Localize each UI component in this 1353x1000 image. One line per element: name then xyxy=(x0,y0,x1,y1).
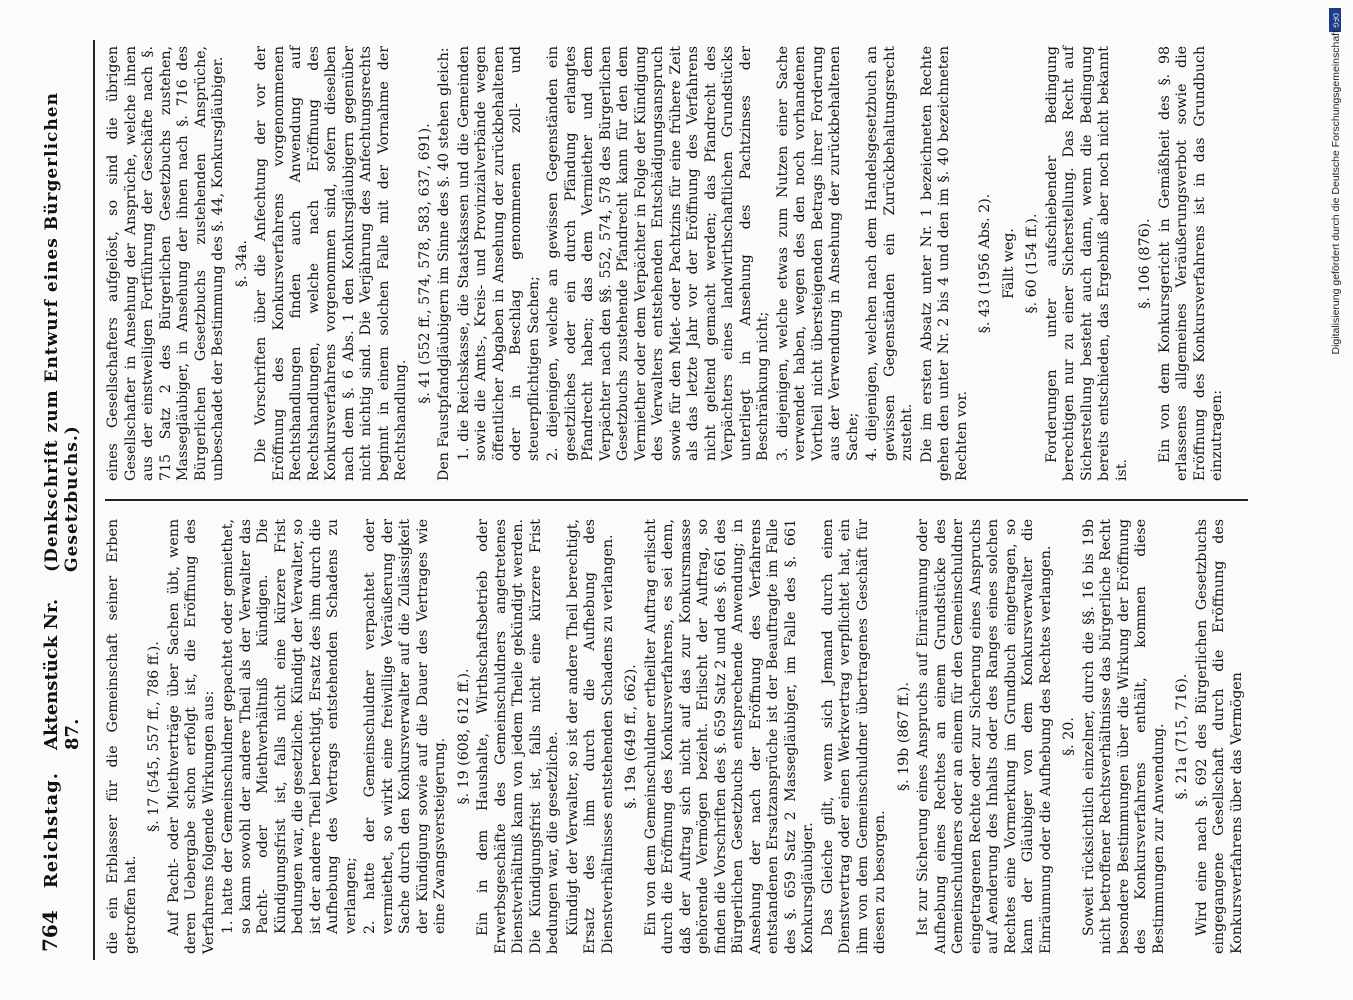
paragraph: Forderungen unter aufschiebender Bedingung berechtigen nur zu einer Sicherstellung. Das Recht auf Sicherstellung besteht auch dann, wenn die Bedingung bereits entschieden, das Ergebniß aber noch nicht bekannt ist. xyxy=(1043,46,1129,481)
paragraph: 2. diejenigen, welche an gewissen Gegenständen ein gesetzliches oder ein durch Pfändung erlangtes Pfandrecht haben; das dem Vermiether und dem Verpächter nach den §§. 552, 574, 578 des Bürgerlichen Gesetzbuchs zustehende Pfandrecht kann für den dem Vermiether oder dem Verpächter in Folge der Kündigung des Verwalters entstehenden Entschädigungsanspruch sowie für den Miet- oder Pachtzins für eine frühere Zeit als das letzte Jahr vor der Eröffnung des Verfahrens nicht geltend gemacht werden; das Pfandrecht des Verpächters eines landwirthschaftlichen Grundstücks unterliegt in Ansehung des Pachtzinses der Beschränkung nicht; xyxy=(544,46,771,461)
paragraph: Auf Pacht- oder Miethverträge über Sachen übt, wenn deren Uebergabe schon erfolgt ist, die Eröffnung des Verfahrens folgende Wirkungen aus: xyxy=(165,519,216,954)
paragraph: Soweit rücksichtlich einzelner, durch die §§. 16 bis 19b nicht betroffener Rechtsverhältnisse das bürgerliche Recht besondere Bestimmungen über die Wirkung der Eröffnung des Konkursverfahrens enthält, kommen diese Bestimmungen zur Anwendung. xyxy=(1080,519,1166,954)
paragraph: Ein von dem Konkursgericht in Gemäßheit des §. 98 erlassenes allgemeines Veräußerungsverbot sowie die Eröffnung des Konkursverfahrens ist in das Grundbuch einzutragen: xyxy=(1156,46,1225,481)
paragraph: Den Faustpfandgläubigern im Sinne des §. 40 stehen gleich: xyxy=(435,47,452,481)
paragraph: Ein von dem Gemeinschuldner ertheilter Auftrag erlischt durch die Eröffnung des Konkursverfahrens, es sei denn, daß der Auftrag sich nicht auf das zur Konkursmasse gehörende Vermögen bezieht. Erlischt der Auftrag, so finden die Vorschriften des §. 659 Satz 2 und des §. 661 des Bürgerlichen Gesetzbuchs entsprechende Anwendung; in Ansehung der nach der Eröffnung des Verfahrens entstandenen Ersatzansprüche ist der Beauftragte im Falle des §. 659 Satz 2 Massegläubiger, im Falle des §. 661 Konkursgläubiger. xyxy=(642,519,816,954)
digitization-credit xyxy=(1327,30,1345,970)
paragraph: Kündigt der Verwalter, so ist der andere Theil berechtigt, Ersatz des ihm durch die Aufhebung des Dienstverhältnisses entstehenden Schadens zu verlangen. xyxy=(564,519,615,954)
document-sheet xyxy=(32,40,1322,960)
section-heading: §. 106 (876). xyxy=(1136,218,1153,309)
right-column xyxy=(105,46,1248,481)
document-title: (Denkschrift zum Entwurf eines Bürgerlichen Gesetzbuchs.) xyxy=(41,92,82,572)
digitization-credit-text: Digitalisierung gefördert durch die Deutsche Forschungsgemeinschaft xyxy=(1330,30,1342,355)
section-heading: §. 21a (715, 716). xyxy=(1173,673,1190,800)
paragraph: eines Gesellschafters aufgelöst, so sind die übrigen Gesellschafter in Ansehung der Ansprüche, welche ihnen aus der einstweiligen Fortführung der Geschäfte nach §. 715 Satz 2 des Bürgerlichen Gesetzbuchs zustehen, Massegläubiger, in Ansehung der ihnen nach §. 716 des Bürgerlichen Gesetzbuchs zustehenden Ansprüche, unbeschadet der Bestimmung des §. 44, Konkursgläubiger. xyxy=(104,46,226,481)
publication-name: Reichstag. xyxy=(40,771,62,889)
section-heading: §. 20. xyxy=(1060,717,1077,756)
page-number: 764 xyxy=(37,910,62,952)
paragraph: Ein in dem Haushalte, Wirthschaftsbetrieb oder Erwerbsgeschäfte des Gemeinschuldners angetretenes Dienstverhältniß kann von jedem Theile gekündigt werden. Die Kündigungsfrist ist, falls nicht eine kürzere Frist bedungen war, die gesetzliche. xyxy=(474,519,561,954)
paragraph: Das Gleiche gilt, wenn sich Jemand durch einen Dienstvertrag oder einen Werkvertrag verpflichtet hat, ein ihm von dem Gemeinschuldner übertragenes Geschäft für diesen zu besorgen. xyxy=(819,519,888,954)
section-heading: §. 19 (608, 612 ff.). xyxy=(455,668,471,805)
paragraph: Wird eine nach §. 692 des Bürgerlichen Gesetzbuchs eingegangene Gesellschaft durch die Eröffnung des Konkursverfahrens über das Vermögen xyxy=(1193,519,1244,954)
section-heading: Fällt weg. xyxy=(1000,228,1016,299)
paragraph: die ein Erblasser für die Gemeinschaft seiner Erben getroffen hat. xyxy=(104,519,138,954)
dfg-logo-icon: DFG xyxy=(1329,8,1341,32)
paragraph: 2. hatte der Gemeinschuldner verpachtet oder vermiethet, so wirkt eine freiwillige Veräußerung der Sache durch den Konkursverwalter auf die Zulässigkeit der Kündigung sowie auf die Dauer des Vertrages wie eine Zwangsversteigerung. xyxy=(361,519,448,934)
section-heading: §. 41 (552 ff., 574, 578, 583, 637, 691). xyxy=(416,123,432,404)
document-number: Aktenstück Nr. 87. xyxy=(40,598,83,750)
paragraph: 1. die Reichskasse, die Staatskassen und die Gemeinden sowie die Amts-, Kreis- und Provinzialverbände wegen öffentlicher Abgaben in Ansehung der zurückbehaltenen oder in Beschlag genommenen zoll- und steuerpflichtigen Sachen; xyxy=(455,46,541,461)
paragraph: Die Vorschriften über die Anfechtung der vor der Eröffnung des Konkursverfahrens vorgenommenen Rechtshandlungen finden auch Anwendung auf Rechtshandlungen, welche nach Eröffnung des Konkursverfahrens vorgenommen sind, sofern dieselben nach dem §. 6 Abs. 1 den Konkursgläubigern gegenüber nicht nichtig sind. Die Verjährung des Anfechtungsrechts beginnt in einem solchen Falle mit der Vornahme der Rechtshandlung. xyxy=(252,46,409,481)
paragraph: Ist zur Sicherung eines Anspruchs auf Einräumung oder Aufhebung eines Rechtes an einem Grundstücke des Gemeinschuldners oder an einem für den Gemeinschuldner eingetragenen Rechte oder zur Sicherung eines Anspruchs auf Aenderung des Inhalts oder des Ranges eines solchen Rechtes eine Vormerkung im Grundbuch eingetragen, so kann der Gläubiger von dem Konkursverwalter die Einräumung oder die Aufhebung des Rechtes verlangen. xyxy=(914,519,1053,954)
section-heading: §. 43 (1956 Abs. 2). xyxy=(976,193,993,334)
paragraph: 4. diejenigen, welchen nach dem Handelsgesetzbuch an gewissen Gegenständen ein Zurückbehaltungsrecht zusteht. xyxy=(863,46,915,461)
paragraph: 3. diejenigen, welche etwas zum Nutzen einer Sache verwendet haben, wegen des den noch vorhandenen Vortheil nicht übersteigenden Betrags ihrer Forderung aus der Verwendung in Ansehung der zurückbehaltenen Sache; xyxy=(774,46,860,461)
column-divider xyxy=(105,499,1248,501)
section-heading: §. 17 (545, 557 ff., 786 ff.). xyxy=(145,641,162,832)
text-columns xyxy=(95,40,1258,960)
page-header xyxy=(32,40,95,960)
section-heading: §. 34a. xyxy=(233,239,249,288)
left-column xyxy=(105,519,1248,954)
paragraph: 1. hatte der Gemeinschuldner gepachtet oder gemiethet, so kann sowohl der andere Theil als der Verwalter das Pacht- oder Miethverhältniß kündigen. Die Kündigungsfrist ist, falls nicht eine kürzere Frist bedungen war, die gesetzliche. Kündigt der Verwalter, so ist der andere Theil berechtigt, Ersatz des ihm durch die Aufhebung des Vertrags entstehenden Schadens zu verlangen; xyxy=(219,519,358,934)
paragraph: Die im ersten Absatz unter Nr. 1 bezeichneten Rechte gehen den unter Nr. 2 bis 4 und den im §. 40 bezeichneten Rechten vor. xyxy=(918,46,969,481)
section-heading: §. 60 (154 ff.). xyxy=(1023,213,1040,314)
section-heading: §. 19a (649 ff., 662). xyxy=(622,664,639,809)
section-heading: §. 19b (867 ff.). xyxy=(895,682,911,792)
